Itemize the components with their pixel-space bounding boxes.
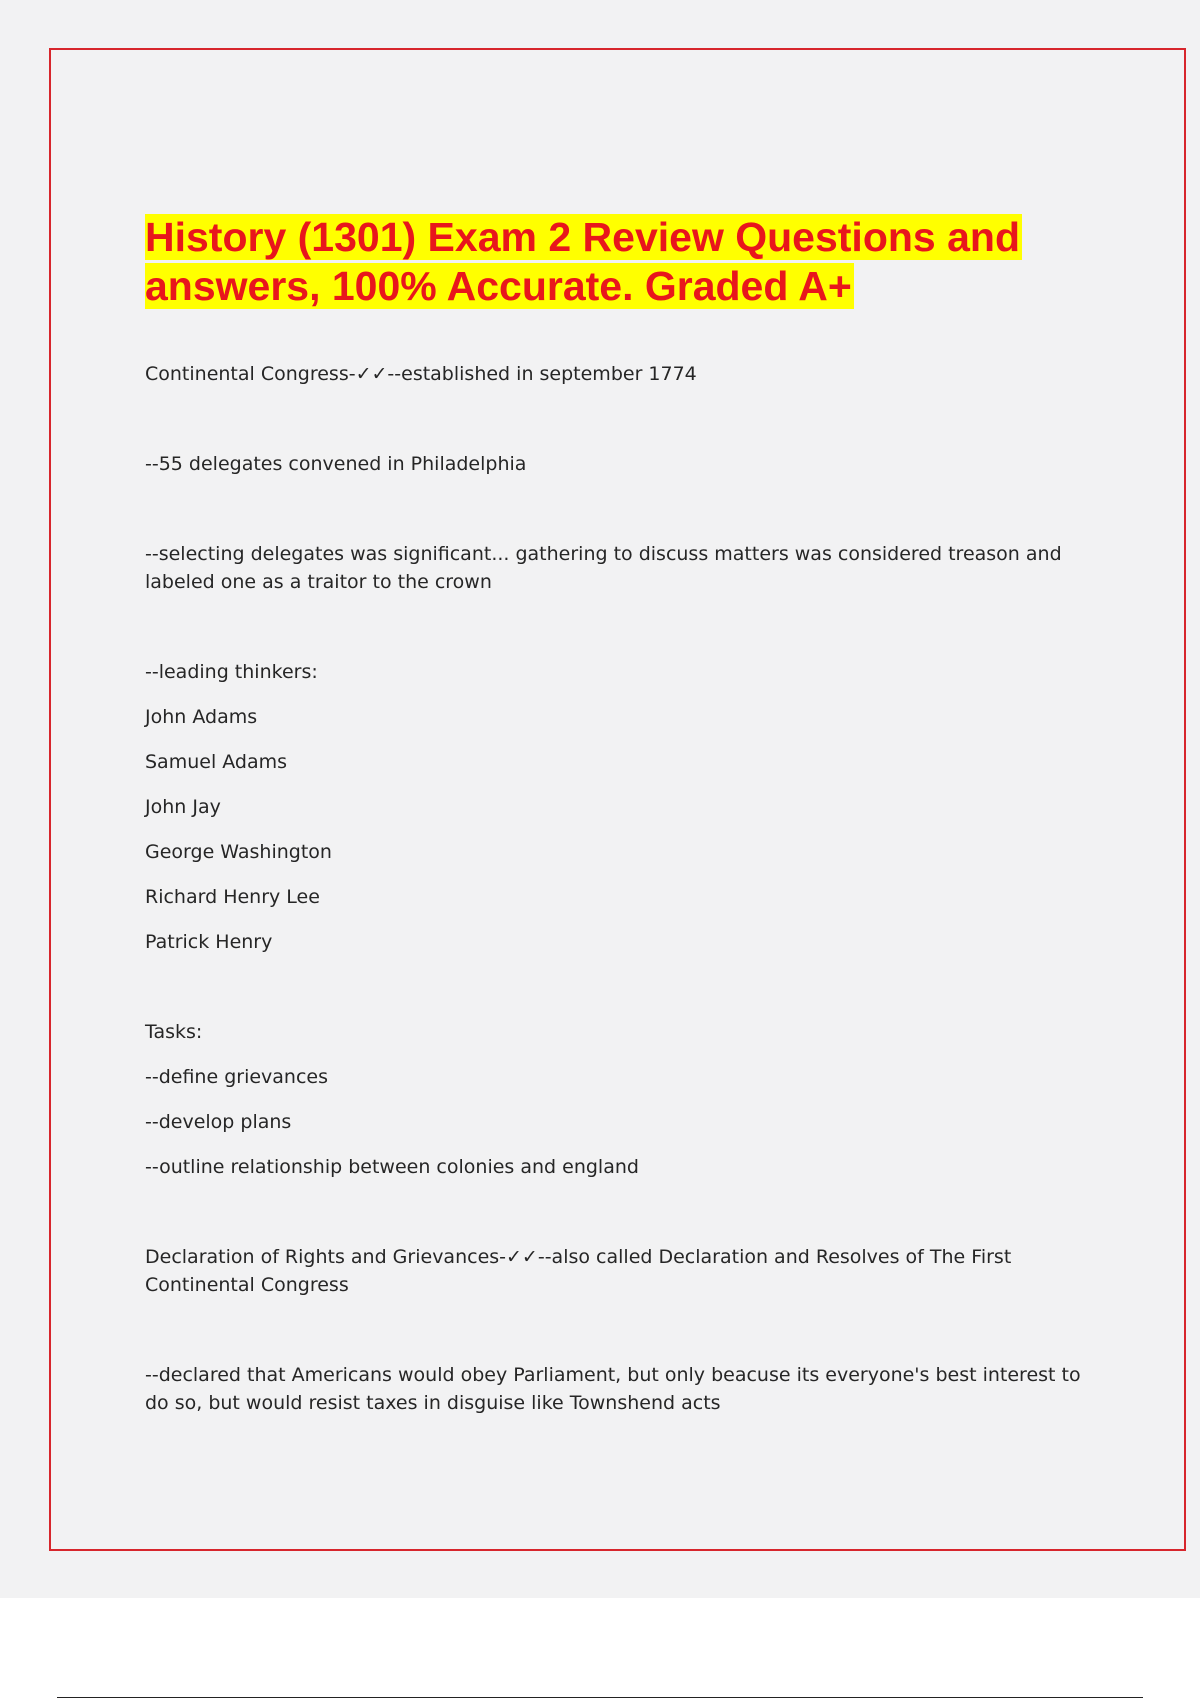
definition-line: --55 delegates convened in Philadelphia	[145, 453, 527, 475]
list-item: John Jay	[145, 796, 221, 818]
list-item: Patrick Henry	[145, 931, 273, 953]
list-item: --define grievances	[145, 1066, 329, 1088]
document-body	[145, 360, 1090, 1417]
definition-line: --selecting delegates was significant... gathering to discuss matters was considered treason and labeled one as a traitor to the crown	[145, 543, 1062, 593]
definition-line: --leading thinkers:	[145, 661, 318, 683]
document-title	[145, 213, 1045, 311]
list-item: George Washington	[145, 841, 332, 863]
title-highlight: History (1301) Exam 2 Review Questions and answers, 100% Accurate. Graded A+	[145, 214, 1020, 309]
list-item: Richard Henry Lee	[145, 886, 320, 908]
definition-line: --declared that Americans would obey Parliament, but only beacuse its everyone's best interest to do so, but would resist taxes in disguise like Townshend acts	[145, 1364, 1081, 1414]
section-label: Tasks:	[145, 1021, 203, 1043]
term-declaration-of-rights: Declaration of Rights and Grievances-✓✓--also called Declaration and Resolves of The First Continental Congress	[145, 1246, 1012, 1296]
list-item: --outline relationship between colonies and england	[145, 1156, 639, 1178]
term-continental-congress: Continental Congress-✓✓--established in september 1774	[145, 363, 697, 385]
list-item: Samuel Adams	[145, 751, 288, 773]
list-item: --develop plans	[145, 1111, 292, 1133]
bottom-divider	[57, 1697, 1143, 1698]
list-item: John Adams	[145, 706, 258, 728]
